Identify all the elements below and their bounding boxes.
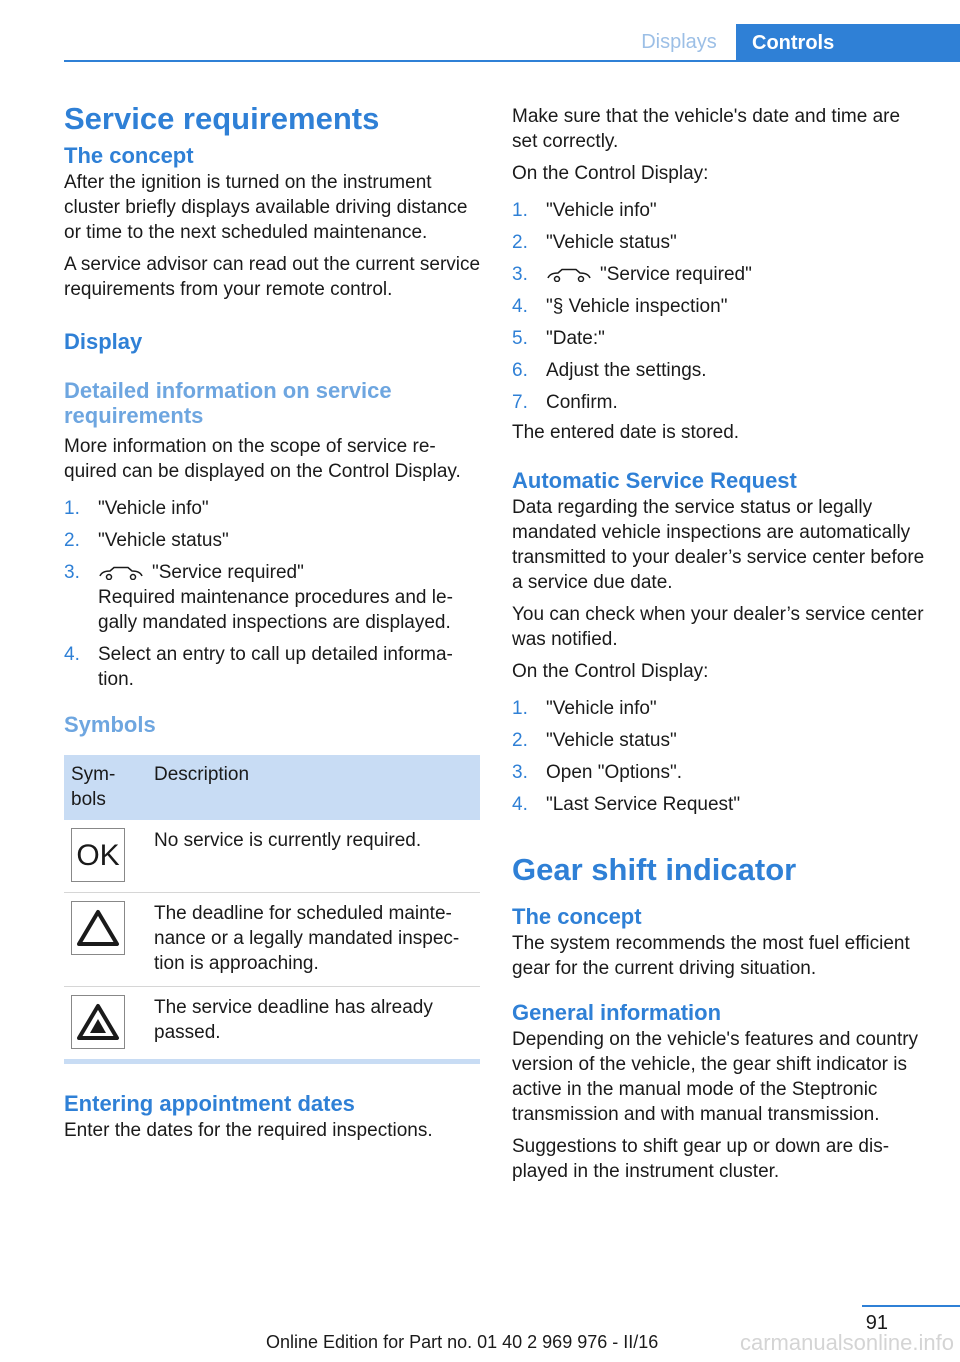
- concept-paragraph-2: A service advisor can read out the current service requirements from your remote control.: [64, 254, 481, 300]
- list-item: 2. "Vehicle status": [512, 730, 677, 751]
- general-paragraph-1: Depending on the vehicle's features and country version of the vehicle, the gear shift indicator is active in the manual mode of the Steptronic transmission and with manual transmission.: [512, 1029, 919, 1125]
- table-cell-description: The service deadline has already passed.: [147, 987, 480, 1062]
- list-item: 1. "Vehicle info": [64, 498, 209, 519]
- warning-triangle-icon: [71, 901, 125, 955]
- list-item: 3. Open "Options".: [512, 762, 683, 783]
- table-row: [64, 987, 480, 1062]
- car-icon: [546, 268, 592, 282]
- list-item: 1. "Vehicle info": [512, 200, 657, 221]
- section-title-gear-shift-indicator: Gear shift indicator: [512, 852, 797, 887]
- list-item: 2. "Vehicle status": [64, 530, 229, 551]
- date-time-paragraph: Make sure that the vehicle's date and time are set correctly.: [512, 106, 901, 152]
- table-row: [64, 820, 480, 893]
- list-item: 3. "Service required": [512, 264, 752, 285]
- list-item: 7. Confirm.: [512, 392, 618, 413]
- list-item: 2. "Vehicle status": [512, 232, 677, 253]
- list-item: 6. Adjust the settings.: [512, 360, 707, 381]
- symbols-table: [64, 755, 480, 1064]
- section-title-service-requirements: Service requirements: [64, 101, 380, 136]
- heading-detailed-information: Detailed information on service requirements: [64, 378, 392, 428]
- date-stored-paragraph: The entered date is stored.: [512, 422, 740, 443]
- overdue-triangle-icon: [71, 995, 125, 1049]
- entering-paragraph: Enter the dates for the required inspections.: [64, 1120, 433, 1141]
- car-icon: [98, 566, 144, 580]
- header-rule: [64, 60, 960, 62]
- ok-icon: [71, 828, 125, 882]
- gear-concept-paragraph: The system recommends the most fuel efficient gear for the current driving situation.: [512, 933, 910, 979]
- asr-paragraph-3: On the Control Display:: [512, 661, 709, 682]
- header-tab-displays[interactable]: Displays: [641, 31, 717, 53]
- svg-text:OK: OK: [76, 840, 120, 870]
- header-tab-controls[interactable]: Controls: [736, 24, 960, 62]
- watermark: carmanualsonline.info: [739, 1330, 954, 1355]
- control-display-paragraph: On the Control Display:: [512, 163, 709, 184]
- heading-gear-concept: The concept: [512, 904, 642, 929]
- general-paragraph-2: Suggestions to shift gear up or down are displayed in the instrument cluster.: [512, 1136, 890, 1182]
- table-header-row: [64, 755, 480, 820]
- asr-paragraph-2: You can check when your dealer’s service center was notified.: [512, 604, 924, 650]
- left-column: [64, 100, 482, 1143]
- asr-steps-list: [512, 696, 928, 817]
- left-steps-list: [64, 496, 482, 692]
- asr-paragraph-1: Data regarding the service status or legally mandated vehicle inspections are automatically transmitted to your dealer’s service center before a service due date.: [512, 497, 925, 593]
- edition-text: Online Edition for Part no. 01 40 2 969 976 - II/16: [266, 1332, 659, 1352]
- table-row: [64, 893, 480, 987]
- right-steps-list: [512, 198, 928, 415]
- table-cell-description: The deadline for scheduled maintenance or a legally mandated inspection is approaching.: [147, 893, 480, 987]
- table-header-symbols: Symbols: [64, 755, 147, 820]
- list-item: 4. Select an entry to call up detailed information.: [64, 644, 453, 690]
- table-header-description: Description: [147, 755, 480, 820]
- list-item: 4. "Last Service Request": [512, 794, 741, 815]
- heading-entering-appointment-dates: Entering appointment dates: [64, 1091, 355, 1116]
- table-cell-description: No service is currently required.: [147, 820, 480, 893]
- footer-rule: [862, 1305, 960, 1307]
- heading-general-information: General information: [512, 1000, 722, 1025]
- list-item: 5. "Date:": [512, 328, 605, 349]
- right-column: [512, 104, 928, 1184]
- list-item: 4. "§ Vehicle inspection": [512, 296, 728, 317]
- heading-display: Display: [64, 329, 143, 354]
- heading-automatic-service-request: Automatic Service Request: [512, 468, 797, 493]
- heading-concept: The concept: [64, 143, 194, 168]
- list-item: 3. "Service required" Required maintenance procedures and legally mandated inspections are displayed.: [64, 562, 453, 633]
- page-number: 91: [865, 1312, 888, 1334]
- concept-paragraph-1: After the ignition is turned on the instrument cluster briefly displays available driving distance or time to the next scheduled maintenance.: [64, 172, 468, 243]
- list-item: 1. "Vehicle info": [512, 698, 657, 719]
- detailed-paragraph: More information on the scope of service required can be displayed on the Control Display.: [64, 436, 461, 482]
- heading-symbols: Symbols: [64, 712, 156, 737]
